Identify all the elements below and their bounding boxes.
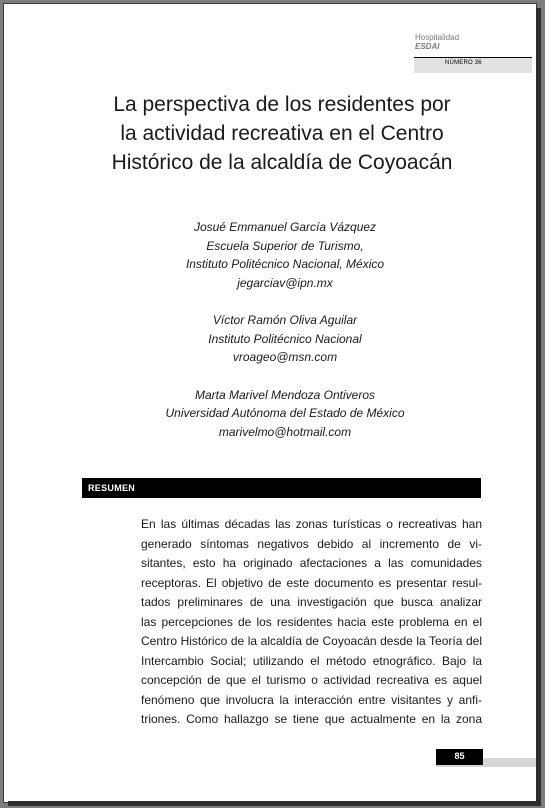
page-shadow-right bbox=[536, 8, 541, 805]
paper-title bbox=[80, 90, 484, 177]
page-shadow-bottom bbox=[8, 801, 541, 806]
abstract-line: sitantes, esto ha originado afectaciones a las comunidades bbox=[141, 556, 482, 570]
abstract-line: generado síntomas negativos debido al incremento de vi- bbox=[141, 536, 482, 551]
author-email[interactable]: marivelmo@hotmail.com bbox=[218, 424, 352, 439]
journal-subtitle: ESDAI bbox=[415, 42, 440, 51]
abstract-line: receptoras. El objetivo de este documento es presentar resul- bbox=[141, 575, 482, 590]
abstract-line: En las últimas décadas las zonas turísticas o recreativas han bbox=[141, 517, 482, 531]
issue-number: NÚMERO 36 bbox=[445, 60, 482, 66]
abstract-body bbox=[141, 515, 482, 730]
author-name: Josué Emmanuel García Vázquez bbox=[193, 220, 377, 234]
abstract-line: Centro Histórico de la alcaldía de Coyoacán desde la Teoría del bbox=[141, 634, 482, 648]
title-line: la actividad recreativa en el Centro bbox=[120, 122, 444, 145]
author-affiliation: Universidad Autónoma del Estado de México bbox=[165, 406, 405, 420]
author-name: Víctor Ramón Oliva Aguilar bbox=[212, 313, 358, 327]
section-heading: RESUMEN bbox=[88, 483, 136, 493]
author-affiliation: Instituto Politécnico Nacional bbox=[208, 331, 362, 346]
journal-name: Hospitalidad bbox=[415, 33, 460, 42]
author-affiliation: Escuela Superior de Turismo, bbox=[206, 238, 364, 253]
author-email[interactable]: vroageo@msn.com bbox=[232, 350, 338, 364]
author-name: Marta Marivel Mendoza Ontiveros bbox=[194, 387, 376, 402]
abstract-line: las percepciones de los residentes hacia este problema en el bbox=[141, 614, 482, 629]
abstract-line: tados preliminares de una investigación que busca analizar bbox=[141, 595, 482, 609]
author-block bbox=[120, 311, 450, 367]
journal-header bbox=[415, 33, 459, 51]
abstract-line: triones. Como hallazgo se tiene que actualmente en la zona bbox=[141, 712, 482, 726]
author-block bbox=[120, 386, 450, 442]
author-email[interactable]: jegarciav@ipn.mx bbox=[237, 275, 333, 290]
abstract-line: concepción de que el turismo o actividad recreativa es aquel bbox=[141, 673, 482, 687]
author-list bbox=[120, 218, 450, 460]
title-line: La perspectiva de los residentes por bbox=[113, 93, 451, 116]
section-heading-bar bbox=[82, 478, 481, 498]
abstract-line: fenómeno que involucra la interacción entre visitantes y anfi- bbox=[141, 692, 482, 707]
author-block bbox=[120, 218, 450, 292]
title-line: Histórico de la alcaldía de Coyoacán bbox=[111, 151, 453, 174]
author-affiliation: Instituto Politécnico Nacional, México bbox=[185, 257, 385, 271]
page-number: 85 bbox=[454, 751, 465, 761]
abstract-line: Intercambio Social; utilizando el método etnográfico. Bajo la bbox=[141, 653, 482, 668]
